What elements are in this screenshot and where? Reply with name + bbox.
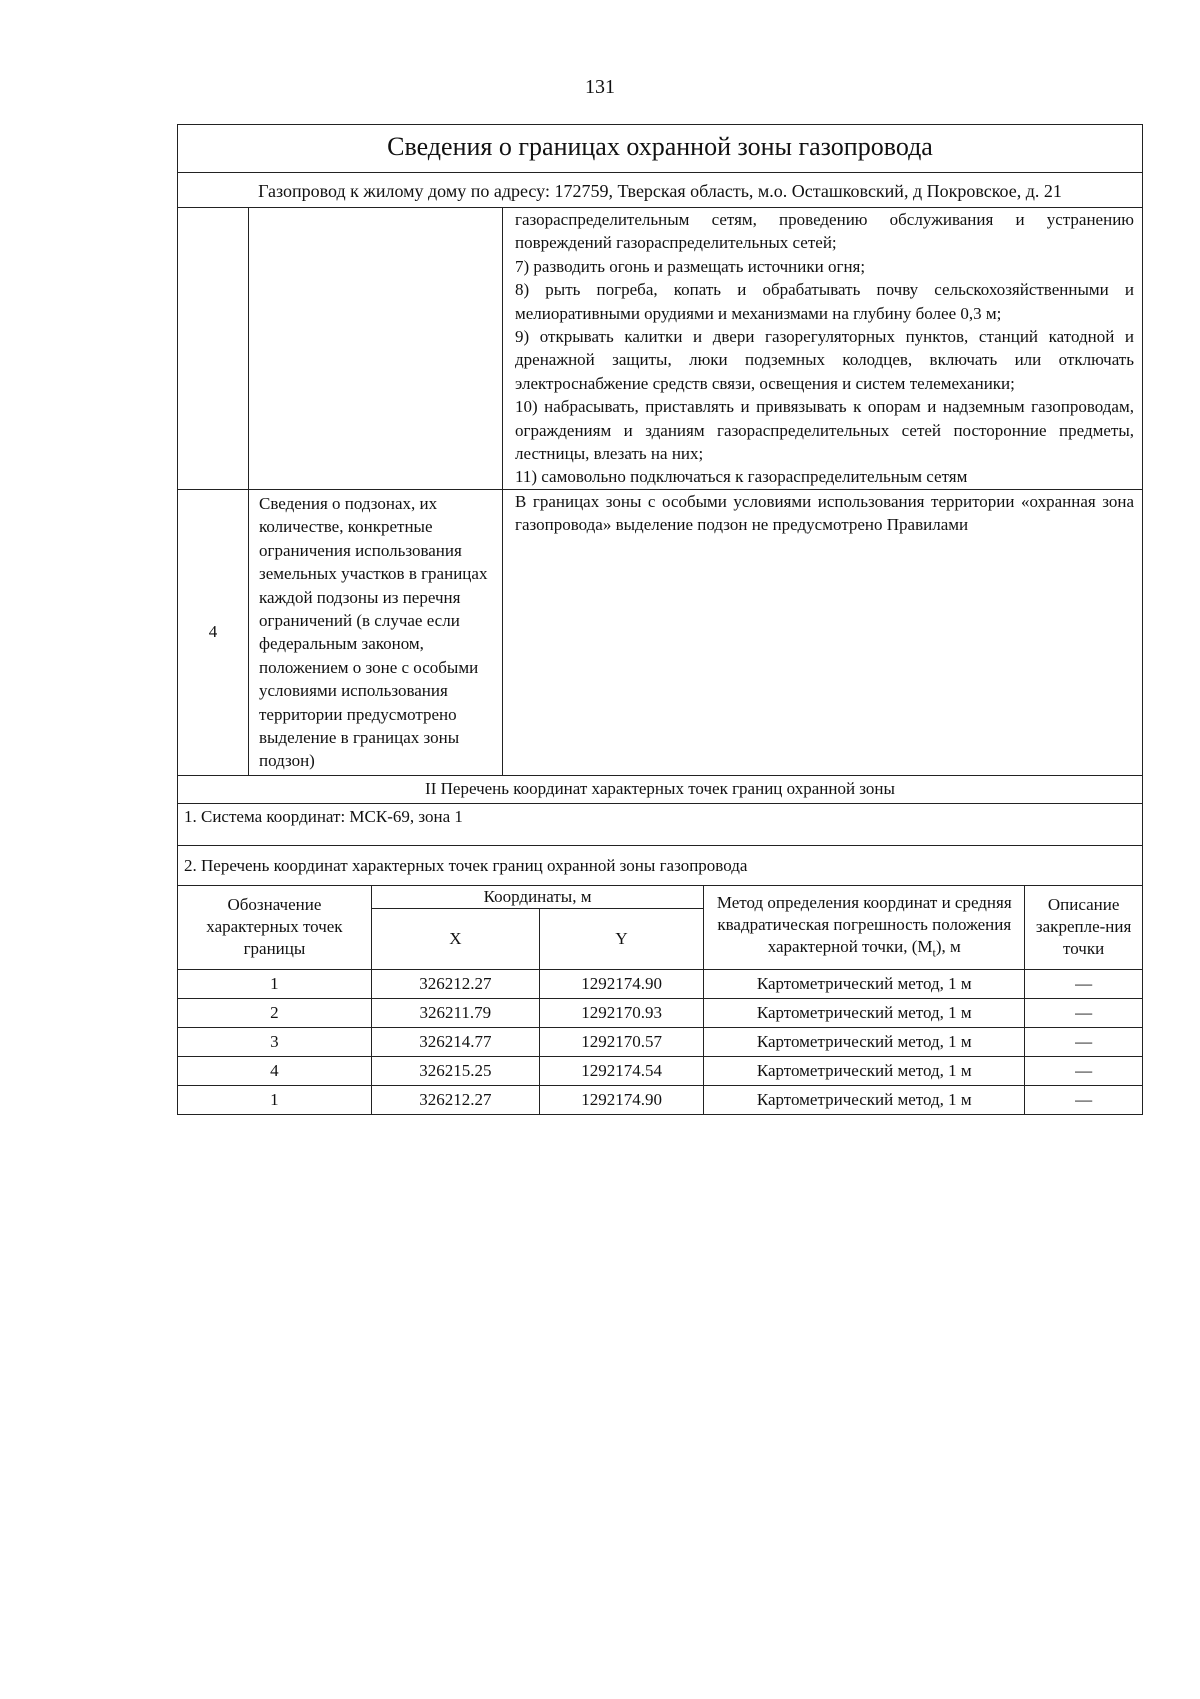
cell-point: 4 <box>178 1056 371 1085</box>
restriction-item: 8) рыть погреба, копать и обрабатывать почву сельскохозяйственными и мелиоративными орудиями и механизмами на глубину более 0,3 м; <box>515 280 1134 323</box>
zone-info-document <box>177 124 1143 1115</box>
cell-y: 1292174.90 <box>539 1085 703 1114</box>
header-y: Y <box>539 908 703 969</box>
cell-desc: — <box>1025 1085 1142 1114</box>
subzones-value: В границах зоны с особыми условиями использования территории «охранная зона газопровода» выделение подзон не предусмотрено Правилами <box>515 491 1134 535</box>
table-row <box>178 969 1142 998</box>
restriction-item: 11) самовольно подключаться к газораспределительным сетям <box>515 467 968 487</box>
cell-x: 326214.77 <box>371 1027 539 1056</box>
subzones-row <box>178 490 1142 776</box>
cell-method: Картометрический метод, 1 м <box>704 1085 1025 1114</box>
header-desc: Описание закрепле-ния точки <box>1025 886 1142 970</box>
cell-method: Картометрический метод, 1 м <box>704 1056 1025 1085</box>
header-method <box>704 886 1025 970</box>
coordinates-table <box>178 886 1142 1114</box>
row-name-cell <box>249 208 503 489</box>
table-row <box>178 1056 1142 1085</box>
table-row <box>178 1085 1142 1114</box>
document-title: Сведения о границах охранной зоны газопровода <box>178 125 1142 173</box>
cell-method: Картометрический метод, 1 м <box>704 1027 1025 1056</box>
cell-method: Картометрический метод, 1 м <box>704 969 1025 998</box>
cell-method: Картометрический метод, 1 м <box>704 998 1025 1027</box>
coordinate-list-title: 2. Перечень координат характерных точек границ охранной зоны газопровода <box>178 846 1142 886</box>
cell-point: 1 <box>178 1085 371 1114</box>
restriction-item: 7) разводить огонь и размещать источники огня; <box>515 256 866 276</box>
restrictions-row <box>178 208 1142 490</box>
restriction-item: газораспределительным сетям, проведению обслуживания и устранению повреждений газораспределительных сетей; <box>515 210 1134 253</box>
cell-desc: — <box>1025 1027 1142 1056</box>
cell-point: 3 <box>178 1027 371 1056</box>
cell-x: 326212.27 <box>371 969 539 998</box>
restrictions-text <box>503 208 1142 489</box>
cell-y: 1292174.54 <box>539 1056 703 1085</box>
restriction-item: 10) набрасывать, приставлять и привязывать к опорам и надземным газопроводам, ограждениям и зданиям газораспределительных сетей посторонние предметы, лестницы, влезать на них; <box>515 397 1134 464</box>
header-point: Обозначение характерных точек границы <box>178 886 371 970</box>
header-method-sub: t <box>932 944 936 959</box>
table-row <box>178 998 1142 1027</box>
cell-x: 326211.79 <box>371 998 539 1027</box>
row-number-cell <box>178 208 249 489</box>
row-number: 4 <box>178 490 249 775</box>
cell-y: 1292174.90 <box>539 969 703 998</box>
cell-y: 1292170.93 <box>539 998 703 1027</box>
header-method-text: Метод определения координат и средняя квадратическая погрешность положения характерной точки, (M <box>716 892 1012 956</box>
coordinate-system: 1. Система координат: МСК-69, зона 1 <box>178 804 1142 846</box>
cell-desc: — <box>1025 969 1142 998</box>
cell-x: 326215.25 <box>371 1056 539 1085</box>
cell-y: 1292170.57 <box>539 1027 703 1056</box>
cell-point: 2 <box>178 998 371 1027</box>
section-2-title: II Перечень координат характерных точек границ охранной зоны <box>178 776 1142 804</box>
cell-point: 1 <box>178 969 371 998</box>
cell-x: 326212.27 <box>371 1085 539 1114</box>
restriction-item: 9) открывать калитки и двери газорегуляторных пунктов, станций катодной и дренажной защиты, люки подземных колодцев, включать или отключать электроснабжение средств связи, освещения и систем телемеханики; <box>515 327 1134 393</box>
header-method-post: ), м <box>935 936 961 956</box>
cell-desc: — <box>1025 1056 1142 1085</box>
document-subtitle: Газопровод к жилому дому по адресу: 172759, Тверская область, м.о. Осташковский, д Покровское, д. 21 <box>178 173 1142 208</box>
page-number: 131 <box>585 76 615 98</box>
table-row <box>178 1027 1142 1056</box>
header-x: X <box>371 908 539 969</box>
header-coords: Координаты, м <box>371 886 703 909</box>
subzones-label: Сведения о подзонах, их количестве, конкретные ограничения использования земельных участков в границах каждой подзоны из перечня ограничений (в случае если федеральным законом, положением о зоне с особыми условиями использования территории предусмотрено выделение в границах зоны подзон) <box>249 490 503 775</box>
cell-desc: — <box>1025 998 1142 1027</box>
